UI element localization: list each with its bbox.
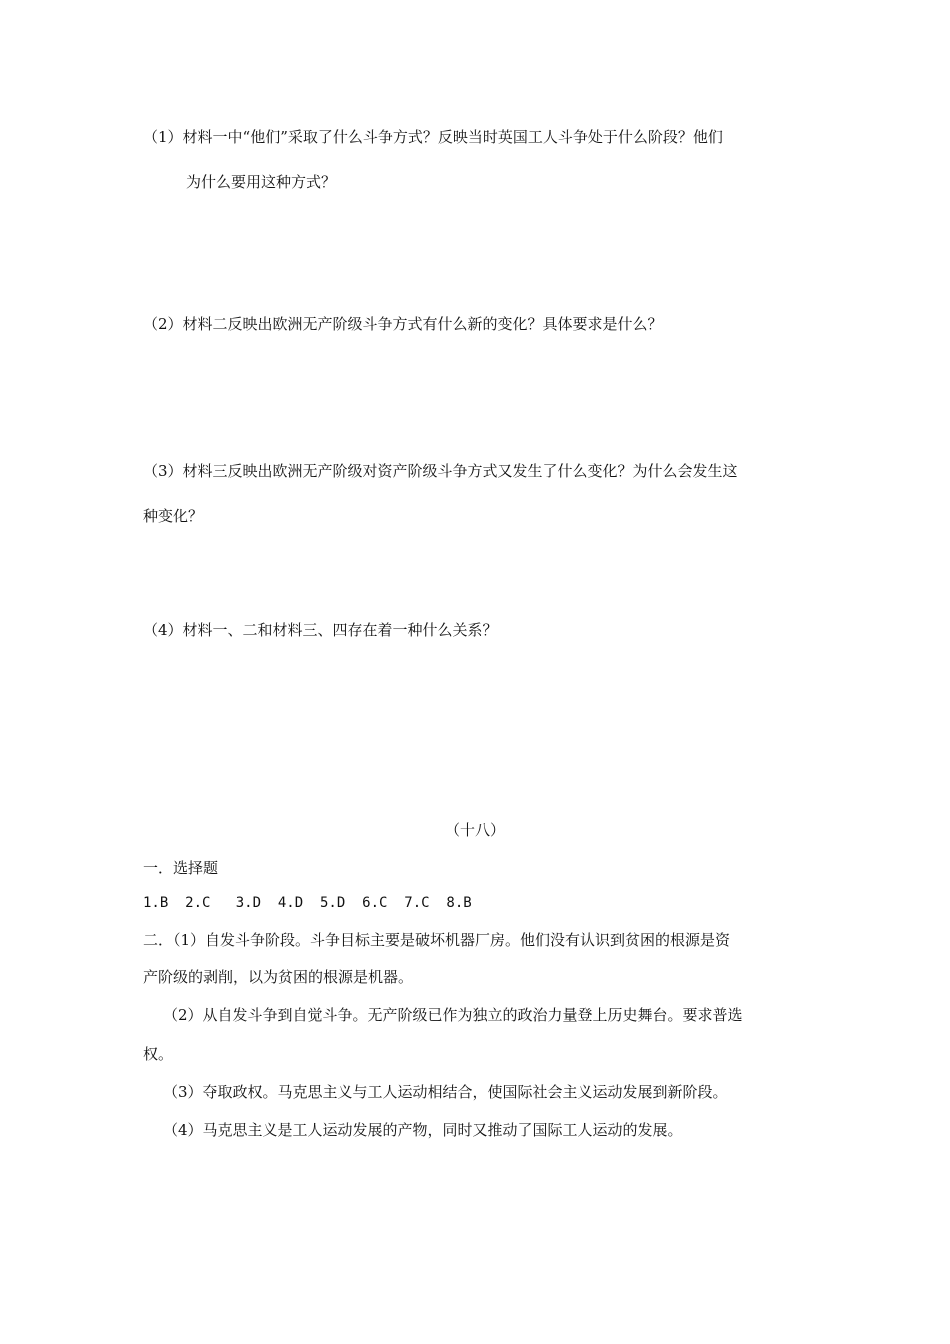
question-3-line-1: （3）材料三反映出欧洲无产阶级对资产阶级斗争方式又发生了什么变化？为什么会发生这 <box>143 462 738 480</box>
question-1-line-1: （1）材料一中“他们”采取了什么斗争方式？反映当时英国工人斗争处于什么阶段？他们 <box>143 128 723 146</box>
answer-part2-a2-line-2: 权。 <box>143 1045 174 1063</box>
question-3-line-2: 种变化？ <box>143 507 204 525</box>
answer-part1-choices: 1.B 2.C 3.D 4.D 5.D 6.C 7.C 8.B <box>143 895 472 911</box>
question-4: （4）材料一、二和材料三、四存在着一种什么关系？ <box>143 621 498 639</box>
answer-part2-a1-line-1: 二．（1）自发斗争阶段。斗争目标主要是破坏机器厂房。他们没有认识到贫困的根源是资 <box>143 931 731 949</box>
answer-part2-a1-line-2: 产阶级的剥削，以为贫困的根源是机器。 <box>143 968 414 986</box>
question-1-line-2: 为什么要用这种方式？ <box>186 173 337 191</box>
answer-part1-heading: 一．选择题 <box>143 859 219 877</box>
question-2: （2）材料二反映出欧洲无产阶级斗争方式有什么新的变化？具体要求是什么？ <box>143 315 663 333</box>
answer-section-title: （十八） <box>444 821 505 839</box>
answer-part2-a2-line-1: （2）从自发斗争到自觉斗争。无产阶级已作为独立的政治力量登上历史舞台。要求普选 <box>163 1006 743 1024</box>
answer-part2-a4: （4）马克思主义是工人运动发展的产物，同时又推动了国际工人运动的发展。 <box>163 1121 683 1139</box>
answer-part2-a3: （3）夺取政权。马克思主义与工人运动相结合，使国际社会主义运动发展到新阶段。 <box>163 1083 728 1101</box>
